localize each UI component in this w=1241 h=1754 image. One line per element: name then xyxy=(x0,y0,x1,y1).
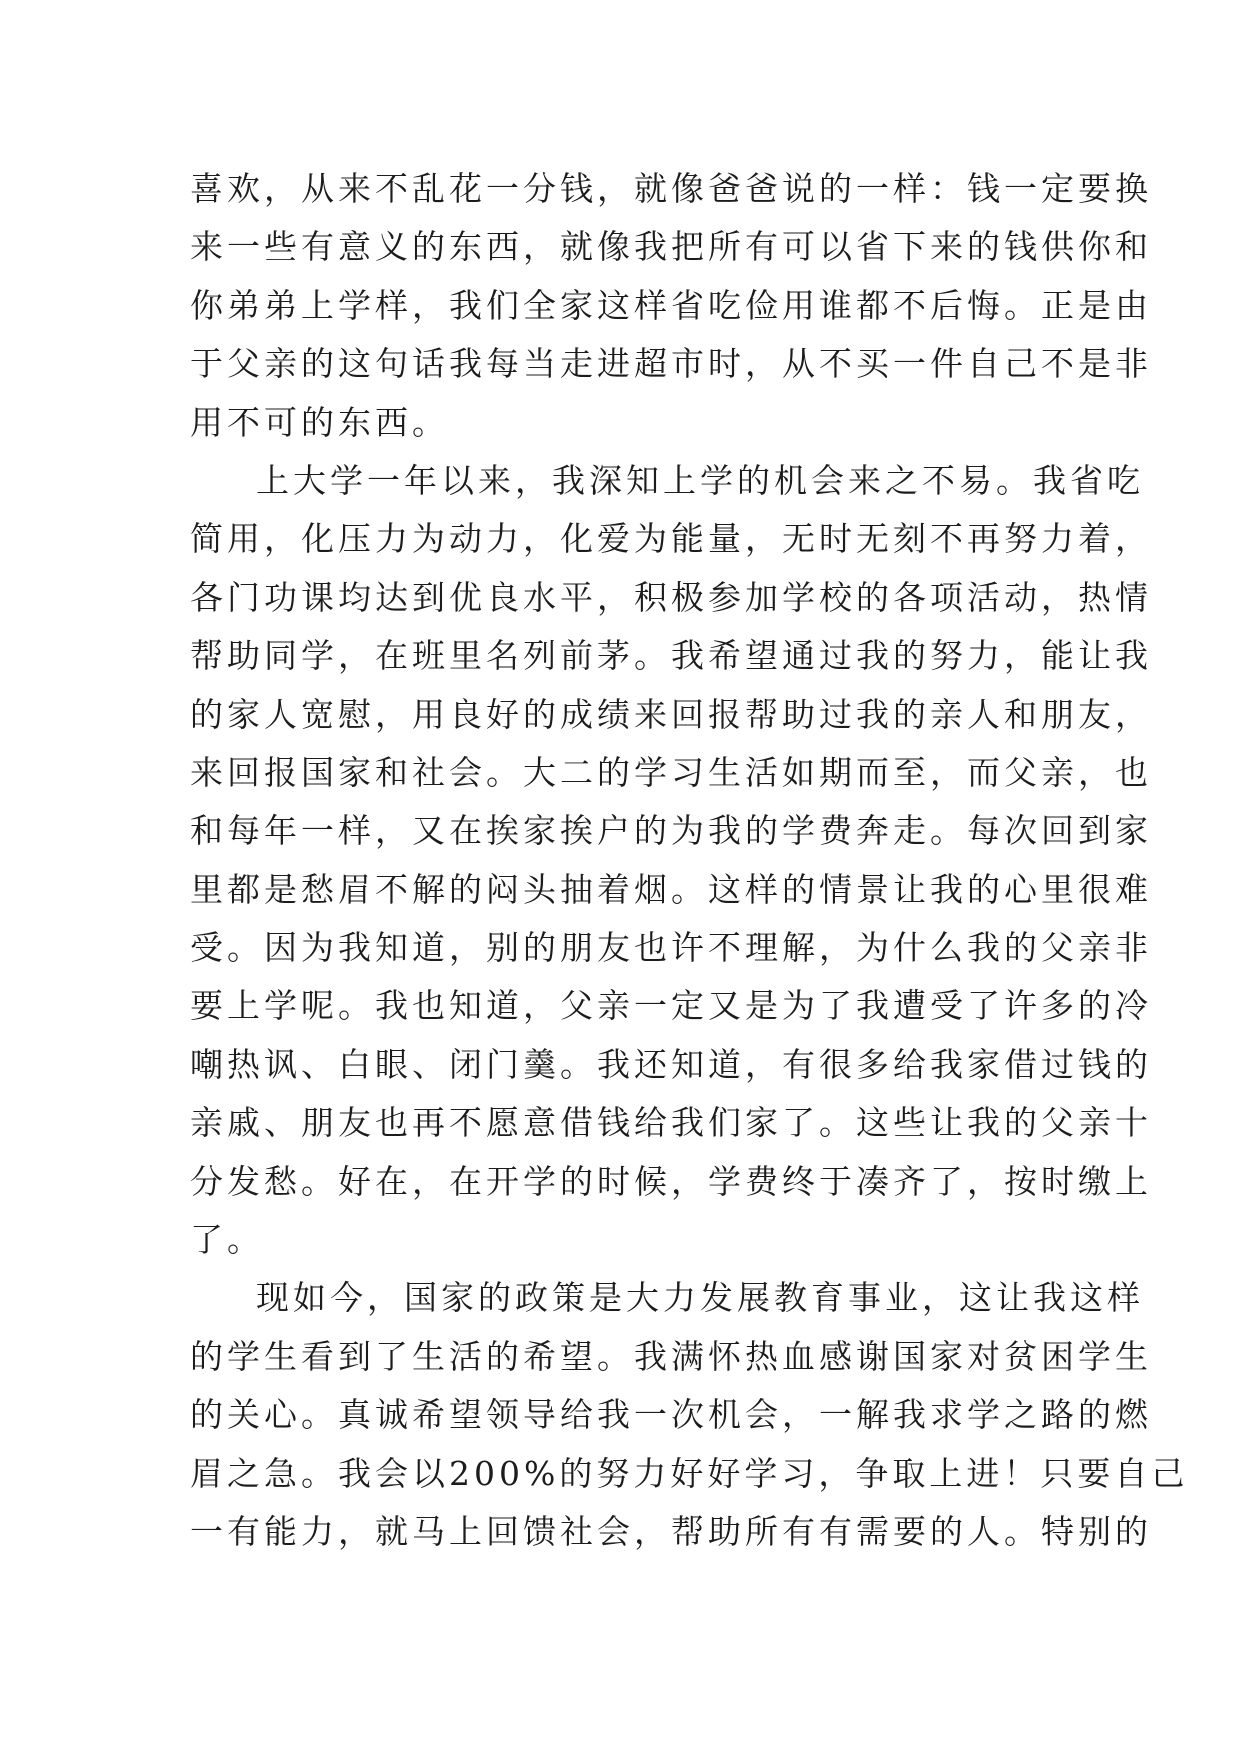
text-line: 里都是愁眉不解的闷头抽着烟。这样的情景让我的心里很难 xyxy=(190,869,1152,909)
text-line: 你弟弟上学样，我们全家这样省吃俭用谁都不后悔。正是由 xyxy=(190,285,1152,325)
text-line: 一有能力，就马上回馈社会，帮助所有有需要的人。特别的 xyxy=(190,1511,1152,1551)
text-line: 来回报国家和社会。大二的学习生活如期而至，而父亲，也 xyxy=(190,752,1152,792)
text-line: 眉之急。我会以200%的努力好好学习，争取上进！只要自己 xyxy=(190,1453,1189,1493)
text-line: 的学生看到了生活的希望。我满怀热血感谢国家对贫困学生 xyxy=(190,1336,1152,1376)
text-line: 和每年一样，又在挨家挨户的为我的学费奔走。每次回到家 xyxy=(190,811,1152,851)
text-line: 各门功课均达到优良水平，积极参加学校的各项活动，热情 xyxy=(190,577,1152,617)
text-line: 的家人宽慰，用良好的成绩来回报帮助过我的亲人和朋友， xyxy=(190,694,1152,734)
text-line: 简用，化压力为动力，化爱为能量，无时无刻不再努力着， xyxy=(190,519,1152,559)
text-line: 于父亲的这句话我每当走进超市时，从不买一件自己不是非 xyxy=(190,344,1152,384)
text-line: 受。因为我知道，别的朋友也许不理解，为什么我的父亲非 xyxy=(190,928,1152,968)
text-line: 亲戚、朋友也再不愿意借钱给我们家了。这些让我的父亲十 xyxy=(190,1103,1152,1143)
text-line: 要上学呢。我也知道，父亲一定又是为了我遭受了许多的冷 xyxy=(190,986,1152,1026)
paragraph-first-line: 上大学一年以来，我深知上学的机会来之不易。我省吃 xyxy=(256,460,1144,500)
paragraph-first-line: 现如今，国家的政策是大力发展教育事业，这让我这样 xyxy=(256,1278,1144,1318)
text-line: 分发愁。好在，在开学的时候，学费终于凑齐了，按时缴上 xyxy=(190,1161,1152,1201)
text-line: 来一些有意义的东西，就像我把所有可以省下来的钱供你和 xyxy=(190,227,1152,267)
text-line: 帮助同学，在班里名列前茅。我希望通过我的努力，能让我 xyxy=(190,636,1152,676)
text-line: 喜欢，从来不乱花一分钱，就像爸爸说的一样：钱一定要换 xyxy=(190,169,1152,208)
document-body xyxy=(190,160,1189,1561)
text-line: 了。 xyxy=(190,1220,264,1260)
text-line: 嘲热讽、白眼、闭门羹。我还知道，有很多给我家借过钱的 xyxy=(190,1044,1152,1084)
text-line: 的关心。真诚希望领导给我一次机会，一解我求学之路的燃 xyxy=(190,1395,1152,1435)
text-line: 用不可的东西。 xyxy=(190,402,449,442)
